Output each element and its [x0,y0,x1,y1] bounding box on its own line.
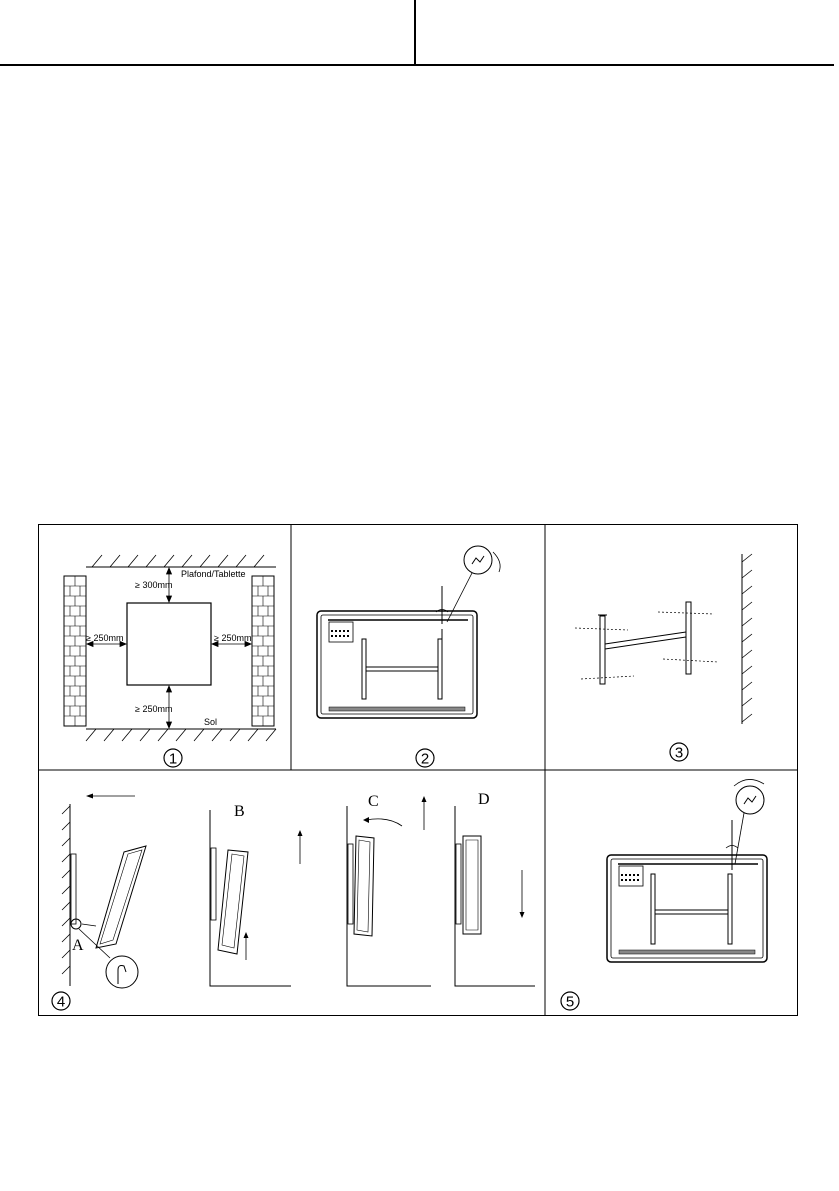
panel-1-clearances [64,555,276,768]
bracket-perspective [598,602,691,684]
step-5-number: 5 [565,993,575,1011]
panel-5-lock-heater [561,779,767,1010]
floor-label: Sol [204,717,218,727]
right-brick-wall [252,576,274,726]
step-1-number: 1 [168,750,178,768]
heater-back [317,611,477,718]
page-header [0,0,839,66]
wall-bracket [362,629,442,699]
step-c-label: C [368,793,379,810]
step-d-label: D [478,791,490,808]
left-clearance-label: ≥ 250mm [86,633,124,643]
installation-diagram [38,524,798,1016]
heater-outline [127,603,211,685]
header-rule [0,64,834,66]
panel-3-fix-bracket [575,554,752,762]
step-b-label: B [234,803,245,820]
step-2-number: 2 [420,750,430,768]
step-a-label: A [72,937,84,954]
vent-grille [329,707,465,711]
ceiling-label: Plafond/Tablette [181,569,246,579]
installation-figure [38,524,798,1016]
floor-hatch [86,729,276,741]
screw-arrows [575,612,718,679]
left-brick-wall [64,576,86,726]
right-clearance-label: ≥ 250mm [214,633,252,643]
bottom-clearance-label: ≥ 250mm [135,704,173,714]
panel-4-hang-heater [52,791,535,1011]
header-divider [414,0,416,65]
top-clearance-label: ≥ 300mm [135,580,173,590]
hook-detail-icon [106,956,138,988]
panel-2-remove-bracket [317,546,500,768]
ceiling-hatch [92,555,264,567]
step-4-number: 4 [56,993,66,1011]
step-3-number: 3 [674,744,684,762]
heater-back-mounted [607,855,767,962]
